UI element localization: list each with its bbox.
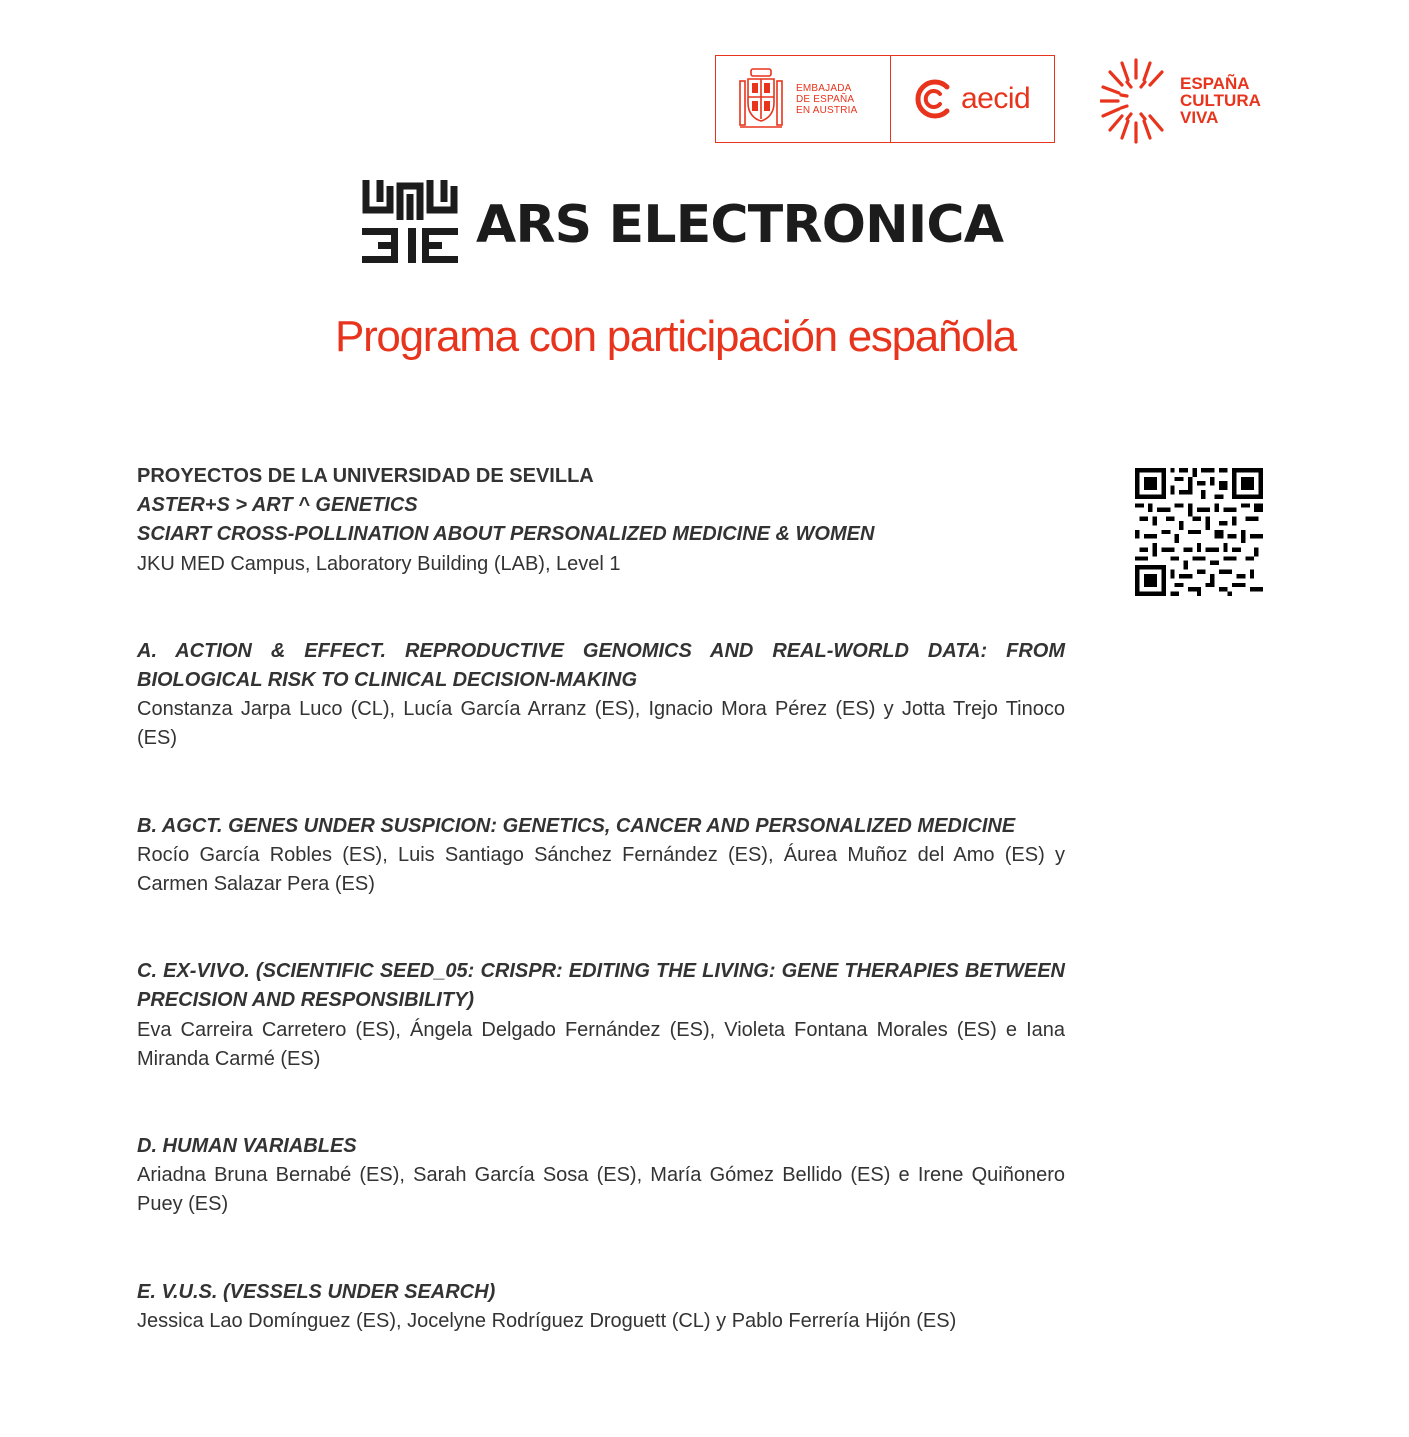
aecid-mark-icon bbox=[913, 78, 955, 120]
cultura-line: CULTURA bbox=[1180, 90, 1261, 110]
location-text: JKU MED Campus, Laboratory Building (LAB), Level 1 bbox=[137, 552, 621, 575]
project-a-title: A. ACTION & EFFECT. REPRODUCTIVE GENOMICS AND REAL-WORLD DATA: FROM BIOLOGICAL RISK TO CLINICAL DECISION-MAKING bbox=[137, 639, 1065, 692]
embassy-line-1: EMBAJADA bbox=[796, 82, 852, 94]
espana-cultura-viva-text bbox=[1180, 75, 1261, 126]
project-c-title: C. EX-VIVO. (SCIENTIFIC SEED_05: CRISPR: EDITING THE LIVING: GENE THERAPIES BETWEEN PRECISION AND RESPONSIBILITY) bbox=[137, 960, 1065, 1012]
project-d-title: D. HUMAN VARIABLES bbox=[137, 1135, 357, 1158]
university-heading: PROYECTOS DE LA UNIVERSIDAD DE SEVILLA bbox=[137, 465, 594, 487]
project-c bbox=[137, 957, 1065, 1074]
project-title: ASTER+S > ART ^ GENETICS bbox=[137, 494, 418, 517]
project-e-participants: Jessica Lao Domínguez (ES), Jocelyne Rodríguez Droguett (CL) y Pablo Ferrería Hijón (ES) bbox=[137, 1309, 957, 1332]
sunburst-icon bbox=[1100, 56, 1172, 144]
page-subtitle: Programa con participación española bbox=[335, 312, 1016, 361]
ars-electronica-wordmark: ARS ELECTRONICA bbox=[476, 195, 1004, 255]
project-e bbox=[137, 1278, 1065, 1336]
project-c-participants: Eva Carreira Carretero (ES), Ángela Delgado Fernández (ES), Violeta Fontana Morales (ES) e Iana Miranda Carmé (ES) bbox=[137, 1018, 1065, 1070]
program-content bbox=[137, 462, 1065, 1394]
sponsor-logos bbox=[715, 55, 1055, 143]
project-b-participants: Rocío García Robles (ES), Luis Santiago Sánchez Fernández (ES), Áurea Muñoz del Amo (ES) y Carmen Salazar Pera (ES) bbox=[137, 843, 1065, 896]
viva-line: VIVA bbox=[1180, 107, 1219, 127]
project-d-participants: Ariadna Bruna Bernabé (ES), Sarah García Sosa (ES), María Gómez Bellido (ES) e Irene Quiñonero Puey (ES) bbox=[137, 1164, 1065, 1216]
project-tagline: SCIART CROSS-POLLINATION ABOUT PERSONALIZED MEDICINE & WOMEN bbox=[137, 523, 875, 546]
project-b-title: B. AGCT. GENES UNDER SUSPICION: GENETICS, CANCER AND PERSONALIZED MEDICINE bbox=[137, 814, 1016, 837]
ars-electronica-logo bbox=[362, 180, 1003, 270]
project-d bbox=[137, 1132, 1065, 1220]
project-e-title: E. V.U.S. (VESSELS UNDER SEARCH) bbox=[137, 1280, 496, 1303]
embassy-logo bbox=[716, 56, 891, 142]
espana-cultura-viva-logo bbox=[1100, 56, 1261, 144]
aecid-logo bbox=[891, 56, 1054, 142]
qr-code-icon[interactable] bbox=[1135, 468, 1263, 596]
project-b bbox=[137, 812, 1065, 900]
espana-line: ESPAÑA bbox=[1180, 73, 1250, 93]
project-a-participants: Constanza Jarpa Luco (CL), Lucía García Arranz (ES), Ignacio Mora Pérez (ES) y Jotta Trejo Tinoco (ES) bbox=[137, 698, 1065, 750]
intro-section bbox=[137, 462, 1065, 579]
ars-electronica-emblem-icon bbox=[362, 180, 458, 270]
embassy-line-3: EN AUSTRIA bbox=[796, 104, 858, 116]
embassy-name bbox=[796, 83, 857, 116]
aecid-wordmark: aecid bbox=[961, 82, 1031, 115]
coat-of-arms-icon bbox=[738, 67, 784, 131]
embassy-line-2: DE ESPAÑA bbox=[796, 93, 855, 105]
project-a bbox=[137, 637, 1065, 754]
